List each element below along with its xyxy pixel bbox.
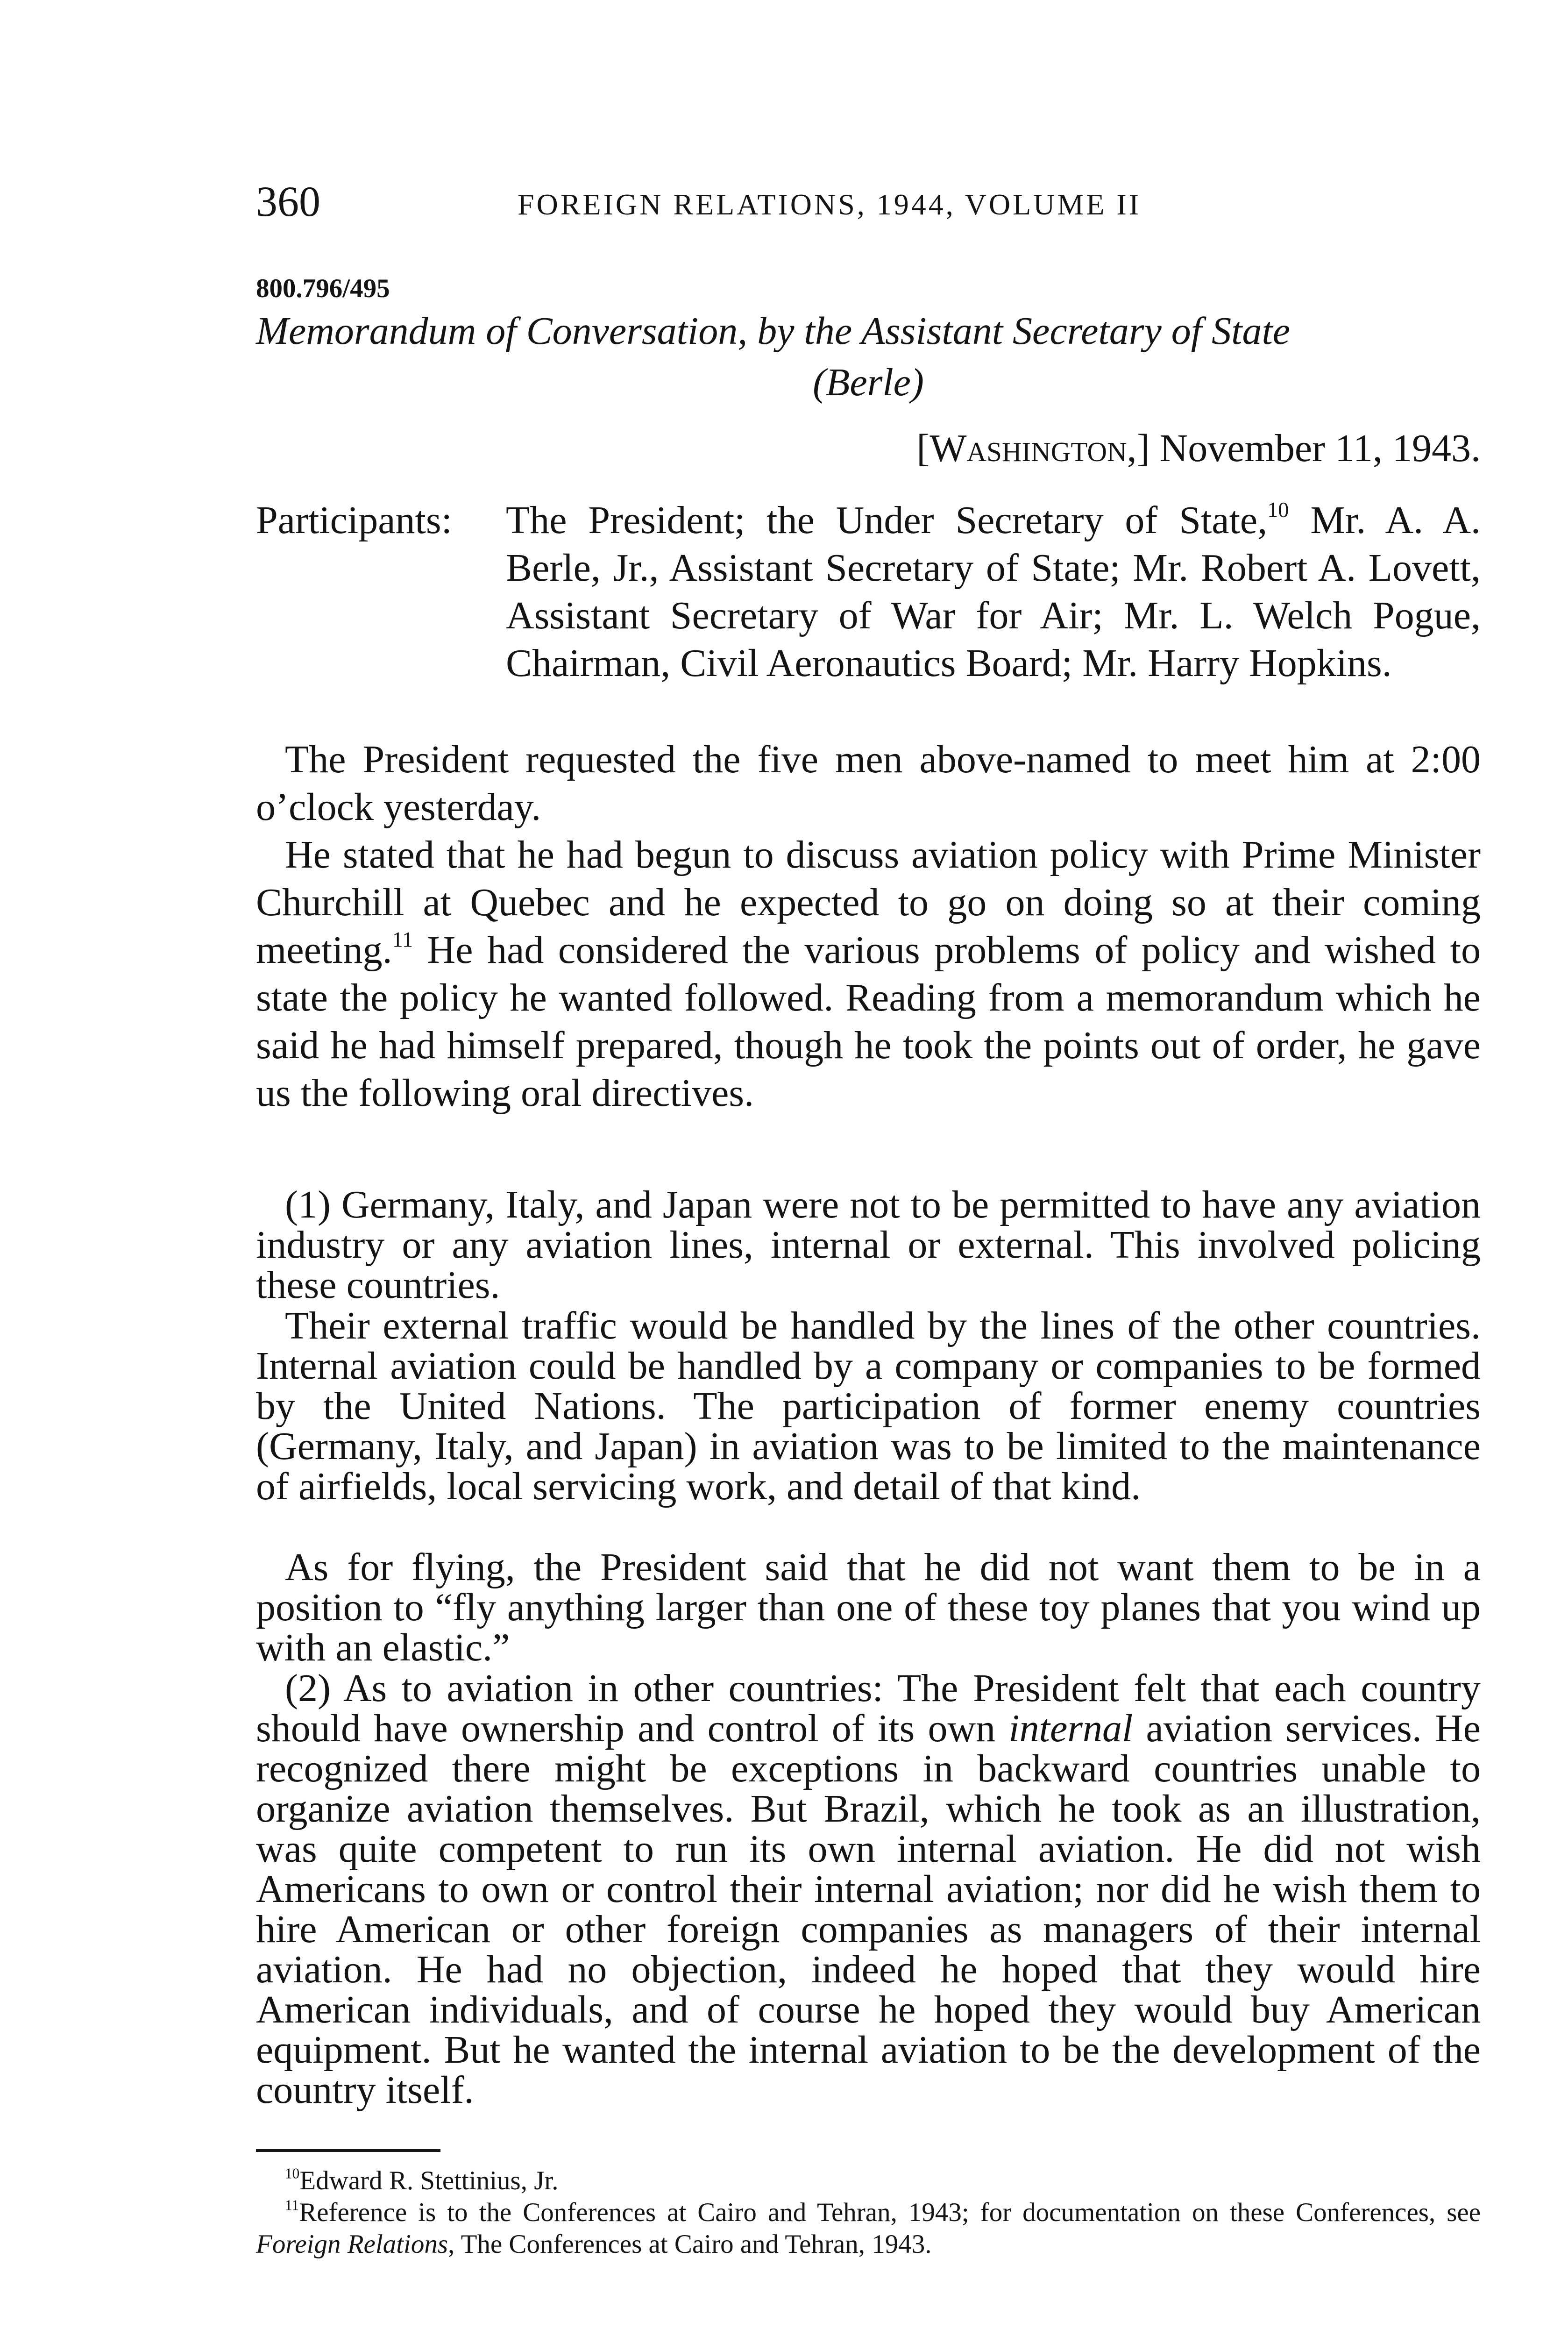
participants-label: Participants: bbox=[256, 499, 452, 542]
page-number: 360 bbox=[256, 178, 320, 225]
footnote-divider bbox=[256, 2149, 440, 2152]
paragraph-point-2 bbox=[256, 1668, 1481, 2110]
footnote-11 bbox=[256, 2197, 1481, 2260]
paragraph-policy-text-start: He stated that he had begun to discuss aviation policy with Prime Minister Churchill at Quebec and he expected to go on doing so at their coming meeting. bbox=[256, 833, 1481, 972]
dateline-place: Washington, bbox=[929, 427, 1137, 470]
paragraph-point-2-emphasis: internal bbox=[1008, 1707, 1133, 1750]
paragraph-point-2-rest: aviation services. He recognized there might be exceptions in backward countries unable to organize aviation themselves. But Brazil, which he took as an illustration, was quite competent to run its own internal aviation. He did not wish Americans to own or control their internal aviation; nor did he wish them to hire American or other foreign companies as managers of their internal aviation. He had no objection, indeed he hoped that they would hire American individuals, and of course he hoped they would buy American equipment. But he wanted the internal aviation to be the development of the country itself. bbox=[256, 1707, 1481, 2112]
paragraph-external-traffic: Their external traffic would be handled by the lines of the other countries. Internal aviation could be handled by a company or companies to be formed by the United Nations. The participation of former enemy countries (Germany, Italy, and Japan) in aviation was to be limited to the maintenance of airfields, local servicing work, and detail of that kind. bbox=[256, 1304, 1481, 1508]
dateline-close-bracket: ] bbox=[1136, 427, 1150, 470]
dateline-open-bracket: [ bbox=[916, 427, 930, 470]
document-title bbox=[256, 306, 1481, 408]
participants-text-start: The President; the Under Secretary of State, bbox=[506, 499, 1268, 542]
paragraph-point-1: (1) Germany, Italy, and Japan were not to be permitted to have any aviation industry or any aviation lines, internal or external. This involved policing these countries. bbox=[256, 1183, 1481, 1307]
footnote-11-number: 11 bbox=[285, 2197, 299, 2214]
paragraph-toy-planes: As for flying, the President said that he did not want them to be in a position to “fly anything larger than one of these toy planes that you wind up with an elastic.” bbox=[256, 1545, 1481, 1669]
participants-text-rest: Mr. A. A. Berle, Jr., Assistant Secretary of State; Mr. Robert A. Lovett, Assistant Secretary of War for Air; Mr. L. Welch Pogue, Chairman, Civil Aeronautics Board; Mr. Harry Hopkins. bbox=[506, 499, 1481, 685]
paragraph-meeting-request: The President requested the five men above-named to meet him at 2:00 o’clock yesterday. bbox=[256, 738, 1481, 829]
running-head: FOREIGN RELATIONS, 1944, VOLUME II bbox=[518, 188, 1141, 221]
dateline bbox=[738, 424, 1481, 473]
document-title-line2: (Berle) bbox=[813, 361, 924, 404]
file-number: 800.796/495 bbox=[256, 274, 390, 303]
paragraph-policy-discussion bbox=[256, 831, 1481, 1117]
footnote-ref-10: 10 bbox=[1267, 498, 1289, 522]
participants-block bbox=[256, 497, 1481, 687]
document-title-line1: Memorandum of Conversation, by the Assistant Secretary of State bbox=[256, 309, 1291, 353]
footnote-10 bbox=[256, 2165, 1481, 2197]
dateline-date: November 11, 1943. bbox=[1159, 427, 1481, 470]
page-header bbox=[256, 176, 1480, 232]
footnote-11-text-rest: , The Conferences at Cairo and Tehran, 1943. bbox=[448, 2229, 932, 2259]
footnote-10-text: Edward R. Stettinius, Jr. bbox=[299, 2166, 559, 2195]
footnote-10-number: 10 bbox=[285, 2165, 300, 2182]
paragraph-policy-text-rest: He had considered the various problems of policy and wished to state the policy he wanted followed. Reading from a memorandum which he said he had himself prepared, though he took the points out of order, he gave us the following oral directives. bbox=[256, 928, 1481, 1115]
participants-list bbox=[506, 497, 1481, 687]
footnote-11-text-start: Reference is to the Conferences at Cairo and Tehran, 1943; for documentation on these Conferences, see bbox=[299, 2198, 1481, 2227]
footnote-11-publication-title: Foreign Relations bbox=[256, 2229, 448, 2259]
paragraph-point-2-start: (2) As to aviation in other countries: The President felt that each country should have ownership and control of its own bbox=[256, 1667, 1481, 1750]
footnote-ref-11: 11 bbox=[392, 927, 413, 952]
